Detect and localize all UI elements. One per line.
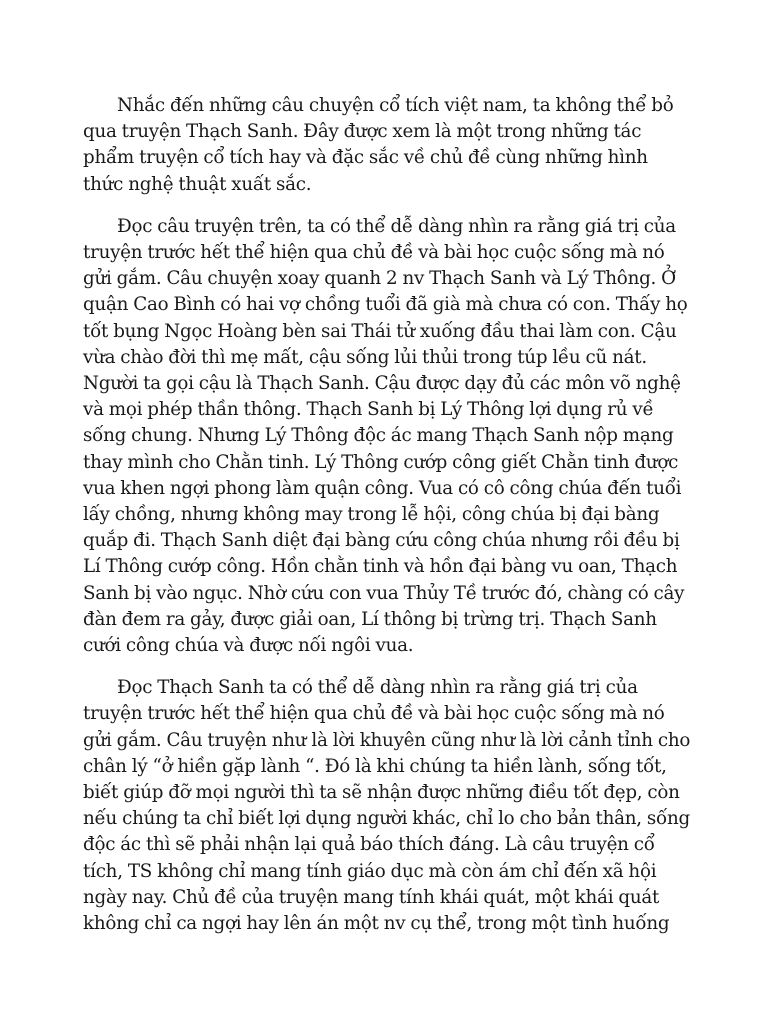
text-line: Lí Thông cướp công. Hồn chằn tinh và hồn đại bàng vu oan, Thạch <box>83 556 678 578</box>
text-line: qua truyện Thạch Sanh. Đây được xem là một trong những tác <box>83 121 642 143</box>
text-line: vừa chào đời thì mẹ mất, cậu sống lủi thủi trong túp lều cũ nát. <box>83 346 647 368</box>
text-line: truyện trước hết thể hiện qua chủ đề và bài học cuộc sống mà nó <box>83 703 665 725</box>
text-line: gửi gắm. Câu truyện như là lời khuyên cũng như là lời cảnh tỉnh cho <box>83 729 691 751</box>
text-line: không chỉ ca ngợi hay lên án một nv cụ thể, trong một tình huống <box>83 913 670 935</box>
text-line: nếu chúng ta chỉ biết lợi dụng người khác, chỉ lo cho bản thân, sống <box>83 808 690 830</box>
text-line: tốt bụng Ngọc Hoàng bèn sai Thái tử xuống đầu thai làm con. Cậu <box>83 320 677 342</box>
text-line: Người ta gọi cậu là Thạch Sanh. Cậu được dạy đủ các môn võ nghệ <box>83 373 681 395</box>
paragraph-3 <box>83 675 691 937</box>
document-body <box>83 93 691 953</box>
text-line: và mọi phép thần thông. Thạch Sanh bị Lý Thông lợi dụng rủ về <box>83 399 654 421</box>
text-line: đàn đem ra gảy, được giải oan, Lí thông bị trừng trị. Thạch Sanh <box>83 608 657 630</box>
text-line: ngày nay. Chủ đề của truyện mang tính khái quát, một khái quát <box>83 886 660 908</box>
text-line: Sanh bị vào ngục. Nhờ cứu con vua Thủy Tề trước đó, chàng có cây <box>83 582 685 604</box>
text-line: chân lý “ở hiền gặp lành “. Đó là khi chúng ta hiền lành, sống tốt, <box>83 755 667 777</box>
text-line: quận Cao Bình có hai vợ chồng tuổi đã già mà chưa có con. Thấy họ <box>83 294 688 316</box>
paragraph-2 <box>83 214 688 659</box>
text-line: Đọc Thạch Sanh ta có thể dễ dàng nhìn ra rằng giá trị của <box>117 677 638 699</box>
text-line: Nhắc đến những câu chuyện cổ tích việt nam, ta không thể bỏ <box>117 95 674 116</box>
text-line: gửi gắm. Câu chuyện xoay quanh 2 nv Thạch Sanh và Lý Thông. Ở <box>83 268 676 290</box>
text-line: cưới công chúa và được nối ngôi vua. <box>83 635 414 657</box>
paragraph-1 <box>83 93 673 198</box>
text-line: truyện trước hết thể hiện qua chủ đề và bài học cuộc sống mà nó <box>83 242 665 264</box>
text-line: sống chung. Nhưng Lý Thông độc ác mang Thạch Sanh nộp mạng <box>83 425 674 447</box>
text-line: lấy chồng, nhưng không may trong lễ hội, công chúa bị đại bàng <box>83 504 660 526</box>
text-line: thay mình cho Chằn tinh. Lý Thông cướp công giết Chằn tinh được <box>83 451 679 473</box>
text-line: thức nghệ thuật xuất sắc. <box>83 173 312 195</box>
text-line: phẩm truyện cổ tích hay và đặc sắc về chủ đề cùng những hình <box>83 147 648 169</box>
text-line: biết giúp đỡ mọi người thì ta sẽ nhận được những điều tốt đẹp, còn <box>83 782 680 804</box>
text-line: vua khen ngợi phong làm quận công. Vua có cô công chúa đến tuổi <box>83 477 682 499</box>
text-line: quắp đi. Thạch Sanh diệt đại bàng cứu công chúa nhưng rồi đều bị <box>83 530 680 552</box>
text-line: tích, TS không chỉ mang tính giáo dục mà còn ám chỉ đến xã hội <box>83 860 657 882</box>
text-line: Đọc câu truyện trên, ta có thể dễ dàng nhìn ra rằng giá trị của <box>117 215 676 237</box>
text-line: độc ác thì sẽ phải nhận lại quả báo thích đáng. Là câu truyện cổ <box>83 834 655 856</box>
